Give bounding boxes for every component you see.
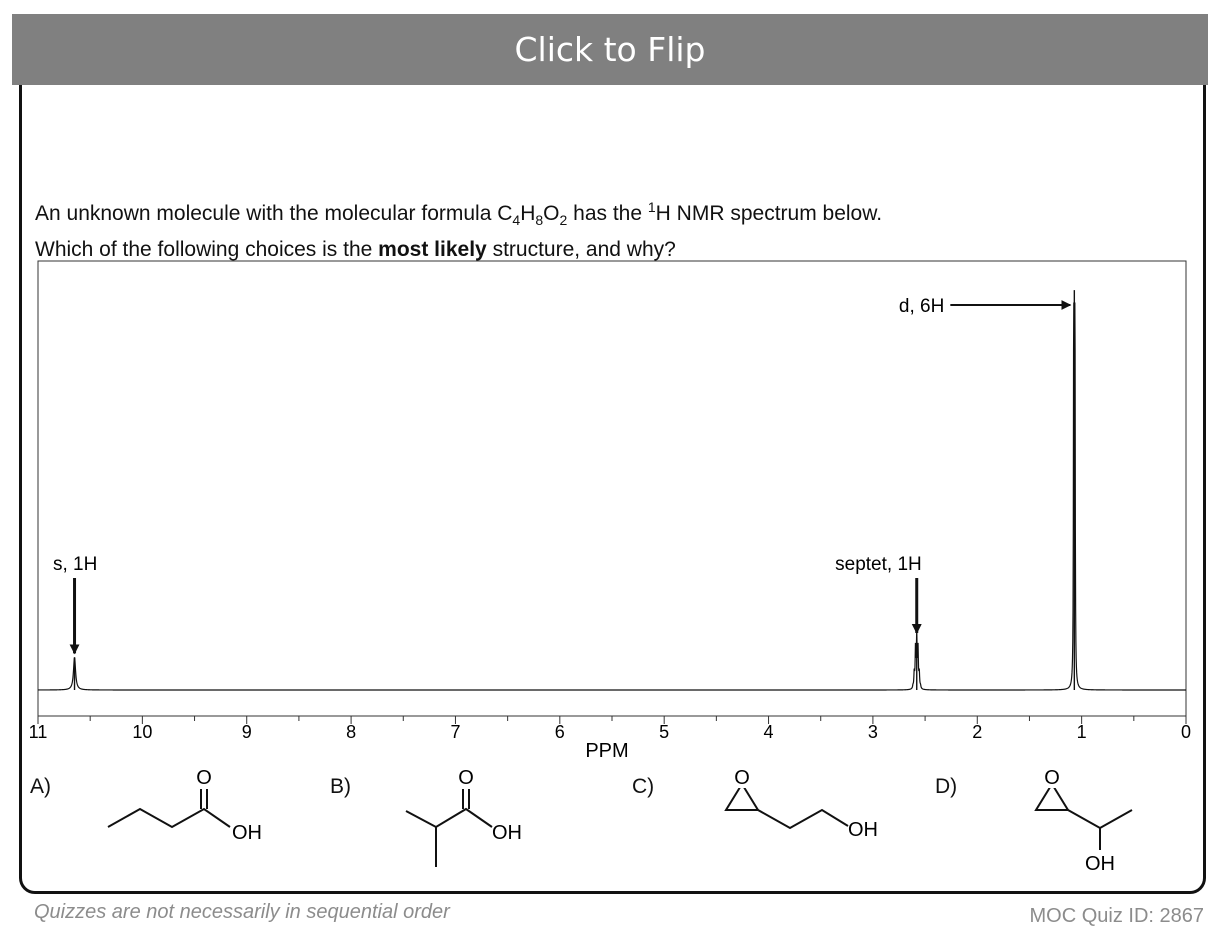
question-part1: An unknown molecule with the molecular formula C — [35, 202, 513, 225]
nmr-spectrum-chart — [28, 260, 1192, 766]
x-tick-label: 2 — [972, 722, 983, 742]
x-tick-label: 0 — [1180, 722, 1192, 742]
peak-label: s, 1H — [53, 554, 98, 575]
option-a-label[interactable]: A) — [30, 775, 51, 798]
option-c-structure[interactable] — [710, 762, 900, 852]
subscript-c: 4 — [512, 212, 521, 229]
option-c-ring-o: O — [734, 767, 750, 789]
option-c-oh: OH — [848, 819, 878, 841]
question-emphasis: most likely — [378, 238, 487, 262]
question-part3: H NMR spectrum below. — [655, 202, 883, 225]
option-d-structure[interactable] — [1020, 762, 1170, 882]
x-tick-label: 5 — [659, 722, 670, 742]
x-tick-label: 4 — [763, 722, 774, 742]
question-line2-a: Which of the following choices is the — [35, 238, 379, 262]
option-b-carbonyl-o: O — [458, 767, 474, 789]
subscript-h: 8 — [535, 212, 544, 229]
option-b-label[interactable]: B) — [330, 775, 351, 798]
subscript-o: 2 — [559, 212, 568, 229]
x-tick-label: 3 — [867, 722, 878, 742]
option-d-ring-o: O — [1044, 767, 1060, 789]
plot-frame — [38, 261, 1186, 716]
x-tick-label: 1 — [1076, 722, 1087, 742]
x-tick-label: 7 — [450, 722, 461, 742]
formula-h: H — [520, 202, 536, 225]
x-axis-label: PPM — [585, 740, 629, 762]
sequence-note: Quizzes are not necessarily in sequential order — [34, 901, 450, 923]
question-part2: has the — [567, 202, 648, 225]
option-a-oh: OH — [232, 822, 262, 844]
question-text — [35, 193, 882, 264]
option-b-oh: OH — [492, 822, 522, 844]
x-tick-label: 6 — [554, 722, 565, 742]
question-line2-b: structure, and why? — [486, 238, 676, 262]
option-a-carbonyl-o: O — [196, 767, 212, 789]
flip-button[interactable]: Click to Flip — [12, 14, 1208, 85]
superscript-1: 1 — [647, 199, 656, 215]
quiz-id: MOC Quiz ID: 2867 — [1029, 905, 1204, 927]
x-tick-label: 9 — [241, 722, 252, 742]
x-tick-label: 8 — [346, 722, 357, 742]
peak-label: d, 6H — [898, 296, 945, 317]
spectrum-trace — [38, 302, 1186, 690]
option-d-label[interactable]: D) — [935, 775, 958, 798]
peak-label: septet, 1H — [835, 554, 922, 575]
x-tick-label: 11 — [28, 722, 48, 742]
option-b-structure[interactable] — [400, 765, 560, 875]
option-d-oh: OH — [1085, 853, 1115, 875]
x-tick-label: 10 — [132, 722, 153, 742]
option-a-structure[interactable] — [100, 765, 280, 855]
option-c-label[interactable]: C) — [632, 775, 655, 798]
formula-o: O — [543, 202, 560, 225]
